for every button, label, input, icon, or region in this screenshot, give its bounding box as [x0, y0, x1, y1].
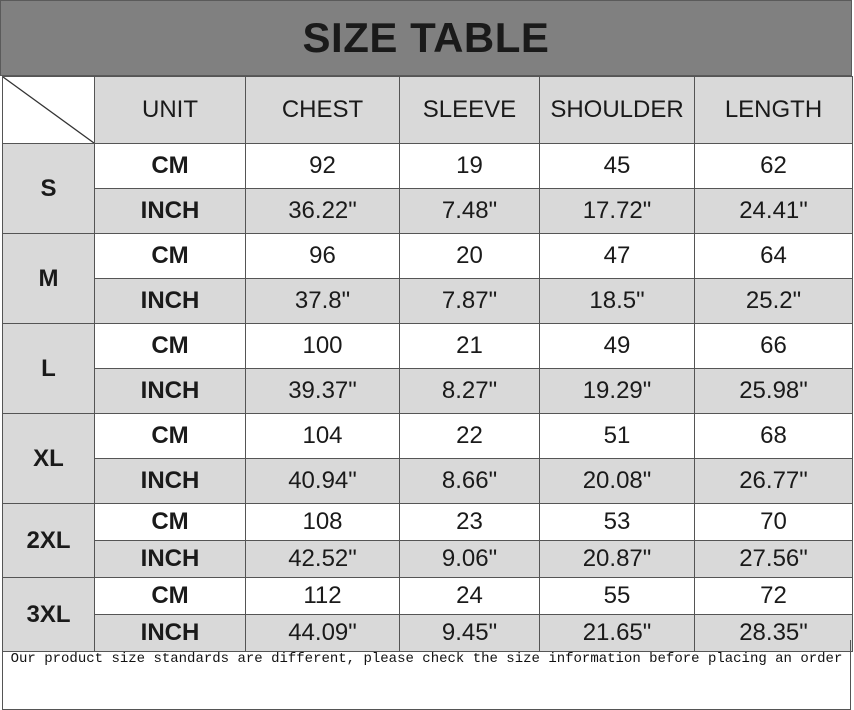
unit-cell: INCH [95, 459, 246, 504]
size-row [3, 459, 853, 504]
header-unit: UNIT [95, 77, 246, 144]
shoulder-value: 47 [540, 234, 695, 279]
sleeve-value: 21 [400, 324, 540, 369]
chest-value: 37.8" [246, 279, 400, 324]
length-value: 25.98" [695, 369, 853, 414]
chest-value: 112 [246, 578, 400, 615]
length-value: 72 [695, 578, 853, 615]
size-label: M [3, 234, 95, 324]
unit-cell: CM [95, 234, 246, 279]
unit-cell: INCH [95, 369, 246, 414]
length-value: 64 [695, 234, 853, 279]
sleeve-value: 8.27" [400, 369, 540, 414]
length-value: 26.77" [695, 459, 853, 504]
size-label: L [3, 324, 95, 414]
title-bar [0, 0, 852, 76]
size-table [2, 76, 853, 652]
chest-value: 40.94" [246, 459, 400, 504]
page-title: SIZE TABLE [302, 14, 550, 61]
shoulder-value: 45 [540, 144, 695, 189]
length-value: 25.2" [695, 279, 853, 324]
diagonal-line-icon [3, 77, 94, 143]
length-value: 66 [695, 324, 853, 369]
length-value: 28.35" [695, 615, 853, 652]
sleeve-value: 20 [400, 234, 540, 279]
chest-value: 108 [246, 504, 400, 541]
size-label: S [3, 144, 95, 234]
length-value: 27.56" [695, 541, 853, 578]
sleeve-value: 22 [400, 414, 540, 459]
shoulder-value: 49 [540, 324, 695, 369]
shoulder-value: 51 [540, 414, 695, 459]
unit-cell: CM [95, 578, 246, 615]
shoulder-value: 19.29" [540, 369, 695, 414]
size-label: XL [3, 414, 95, 504]
length-value: 70 [695, 504, 853, 541]
chest-value: 42.52" [246, 541, 400, 578]
chest-value: 104 [246, 414, 400, 459]
size-label: 3XL [3, 578, 95, 652]
header-shoulder: SHOULDER [540, 77, 695, 144]
unit-cell: CM [95, 414, 246, 459]
length-value: 24.41" [695, 189, 853, 234]
shoulder-value: 21.65" [540, 615, 695, 652]
corner-cell [3, 77, 95, 144]
shoulder-value: 17.72" [540, 189, 695, 234]
header-chest: CHEST [246, 77, 400, 144]
header-length: LENGTH [695, 77, 853, 144]
unit-cell: CM [95, 504, 246, 541]
chest-value: 36.22" [246, 189, 400, 234]
shoulder-value: 18.5" [540, 279, 695, 324]
sleeve-value: 23 [400, 504, 540, 541]
size-row [3, 541, 853, 578]
unit-cell: CM [95, 144, 246, 189]
unit-cell: INCH [95, 615, 246, 652]
chest-value: 100 [246, 324, 400, 369]
chest-value: 96 [246, 234, 400, 279]
unit-cell: INCH [95, 541, 246, 578]
size-disclaimer-note: Our product size standards are different, please check the size information before placing an order [2, 640, 851, 710]
shoulder-value: 53 [540, 504, 695, 541]
shoulder-value: 55 [540, 578, 695, 615]
chest-value: 44.09" [246, 615, 400, 652]
size-row [3, 504, 853, 541]
sleeve-value: 9.45" [400, 615, 540, 652]
sleeve-value: 24 [400, 578, 540, 615]
sleeve-value: 9.06" [400, 541, 540, 578]
size-row [3, 369, 853, 414]
unit-cell: INCH [95, 279, 246, 324]
size-row [3, 144, 853, 189]
size-row [3, 279, 853, 324]
size-label: 2XL [3, 504, 95, 578]
length-value: 62 [695, 144, 853, 189]
length-value: 68 [695, 414, 853, 459]
unit-cell: CM [95, 324, 246, 369]
shoulder-value: 20.87" [540, 541, 695, 578]
unit-cell: INCH [95, 189, 246, 234]
chest-value: 39.37" [246, 369, 400, 414]
size-row [3, 234, 853, 279]
size-row [3, 414, 853, 459]
header-row [3, 77, 853, 144]
size-row [3, 189, 853, 234]
header-sleeve: SLEEVE [400, 77, 540, 144]
sleeve-value: 7.48" [400, 189, 540, 234]
sleeve-value: 7.87" [400, 279, 540, 324]
sleeve-value: 19 [400, 144, 540, 189]
size-row [3, 324, 853, 369]
size-row [3, 578, 853, 615]
shoulder-value: 20.08" [540, 459, 695, 504]
chest-value: 92 [246, 144, 400, 189]
sleeve-value: 8.66" [400, 459, 540, 504]
